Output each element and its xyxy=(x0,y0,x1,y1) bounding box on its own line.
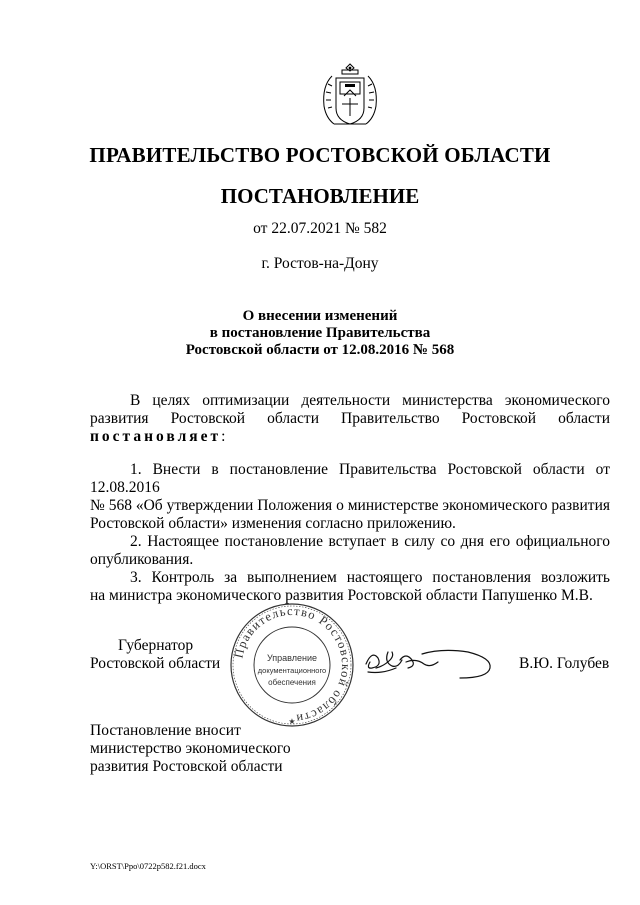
item-3-line: 3. Контроль за выполнением настоящего постановления возложить xyxy=(130,569,610,586)
item-1-line: № 568 «Об утверждении Положения о министерстве экономического развития xyxy=(90,497,610,514)
document-city: г. Ростов-на-Дону xyxy=(261,255,379,272)
resolution-items xyxy=(90,461,610,605)
document-subject xyxy=(0,308,640,359)
resolves-colon: : xyxy=(221,428,226,445)
file-path: Y:\ORST\Ppo\0722p582.f21.docx xyxy=(90,861,206,871)
item-2-line: опубликования. xyxy=(90,551,194,568)
signer-title-line: Ростовской области xyxy=(90,655,221,672)
item-1-line: 1. Внести в постановление Правительства Ростовской области от 12.08.2016 xyxy=(90,461,610,496)
submitter-line: министерство экономического xyxy=(90,740,291,757)
subject-line: О внесении изменений xyxy=(242,308,398,324)
preamble-line: В целях оптимизации деятельности министерства экономического xyxy=(130,392,610,409)
item-2-line: 2. Настоящее постановление вступает в силу со дня его официального xyxy=(130,533,610,550)
signer-title xyxy=(90,637,220,673)
document-date-number: от 22.07.2021 № 582 xyxy=(253,220,387,237)
resolves-word: постановляет xyxy=(90,428,222,445)
item-3-line: на министра экономического развития Ростовской области Папушенко М.В. xyxy=(90,587,593,604)
signer-name: В.Ю. Голубев xyxy=(519,655,610,672)
submitter-line: Постановление вносит xyxy=(90,722,241,739)
seal-center-text: документационного xyxy=(257,666,327,675)
preamble-paragraph xyxy=(90,392,610,446)
seal-center-text: Управление xyxy=(266,653,318,663)
submitter-note xyxy=(90,722,291,776)
document-type: ПОСТАНОВЛЕНИЕ xyxy=(220,184,420,208)
subject-line: в постановление Правительства xyxy=(209,325,431,341)
signer-title-line: Губернатор xyxy=(118,637,194,654)
coat-of-arms-emblem xyxy=(314,58,386,130)
handwritten-signature xyxy=(362,640,494,682)
government-title: ПРАВИТЕЛЬСТВО РОСТОВСКОЙ ОБЛАСТИ xyxy=(89,143,551,167)
submitter-line: развития Ростовской области xyxy=(90,758,283,775)
item-1-line: Ростовской области» изменения согласно приложению. xyxy=(90,515,456,532)
seal-star-icon: ★ xyxy=(288,717,296,726)
seal-center-text: обеспечения xyxy=(268,678,316,687)
svg-text:Правительство Ростовской облас xyxy=(231,604,353,726)
preamble-line: развития Ростовской области Правительство Ростовской области xyxy=(90,410,610,427)
seal-ring-text: Правительство Ростовской области xyxy=(231,603,354,726)
preamble-resolution-line xyxy=(90,428,610,446)
subject-line: Ростовской области от 12.08.2016 № 568 xyxy=(185,342,455,358)
official-seal xyxy=(228,601,356,729)
